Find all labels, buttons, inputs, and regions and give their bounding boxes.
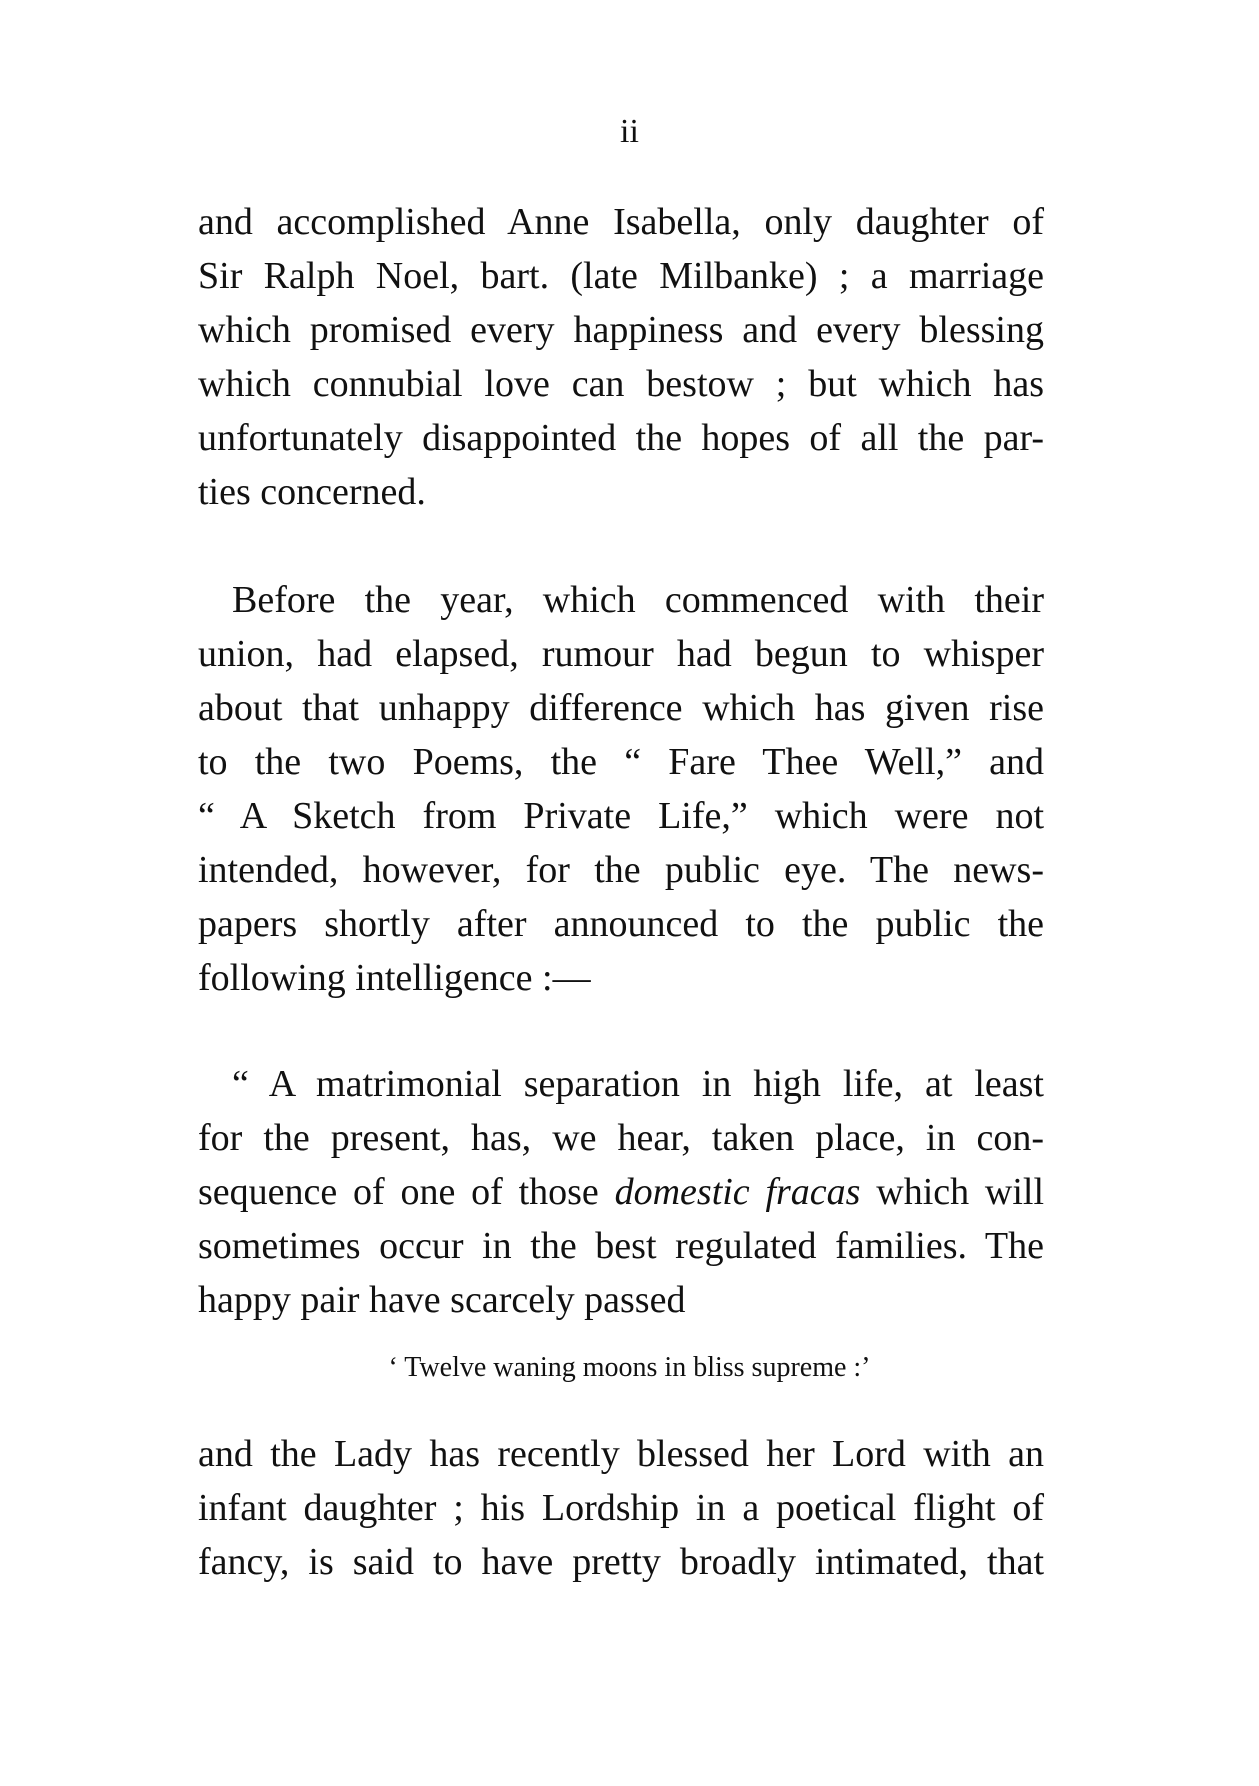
- text-line: unfortunately disappointed the hopes of all the par-: [198, 417, 1044, 459]
- text-line-with-italic: [198, 1165, 1044, 1219]
- text-line: and accomplished Anne Isabella, only daughter of: [198, 201, 1044, 243]
- text-line: about that unhappy difference which has given rise: [198, 687, 1044, 729]
- text-line: sometimes occur in the best regulated families. The: [198, 1225, 1044, 1267]
- text-line: which promised every happiness and every blessing: [198, 309, 1044, 351]
- text-line: intended, however, for the public eye. The news-: [198, 849, 1044, 891]
- text-line: for the present, has, we hear, taken place, in con-: [198, 1117, 1044, 1159]
- text-line: infant daughter ; his Lordship in a poetical flight of: [198, 1487, 1044, 1529]
- paragraph-3-quotation: [198, 1057, 1044, 1327]
- text-line: union, had elapsed, rumour had begun to whisper: [198, 633, 1044, 675]
- paragraph-4: [198, 1427, 1044, 1589]
- text-line: Sir Ralph Noel, bart. (late Milbanke) ; a marriage: [198, 255, 1044, 297]
- text-line: “ A matrimonial separation in high life, at least: [232, 1063, 1044, 1105]
- text-segment: sequence of one of those: [198, 1171, 599, 1213]
- text-line: papers shortly after announced to the public the: [198, 903, 1044, 945]
- text-line: ties concerned.: [198, 471, 426, 513]
- page-number: ii: [620, 113, 639, 150]
- text-line: to the two Poems, the “ Fare Thee Well,” and: [198, 741, 1044, 783]
- text-line: Before the year, which commenced with their: [232, 579, 1044, 621]
- text-line: following intelligence :—: [198, 957, 591, 999]
- quoted-verse: ‘ Twelve waning moons in bliss supreme :’: [388, 1352, 871, 1383]
- paragraph-1: [198, 195, 1044, 519]
- text-line: happy pair have scarcely passed: [198, 1279, 686, 1321]
- paragraph-2: [198, 573, 1044, 1005]
- text-segment: which will: [876, 1171, 1045, 1213]
- text-line: fancy, is said to have pretty broadly intimated, that: [198, 1541, 1044, 1583]
- italic-phrase: domestic fracas: [614, 1171, 861, 1213]
- text-line: “ A Sketch from Private Life,” which were not: [198, 795, 1044, 837]
- text-line: and the Lady has recently blessed her Lord with an: [198, 1433, 1044, 1475]
- text-line: which connubial love can bestow ; but which has: [198, 363, 1044, 405]
